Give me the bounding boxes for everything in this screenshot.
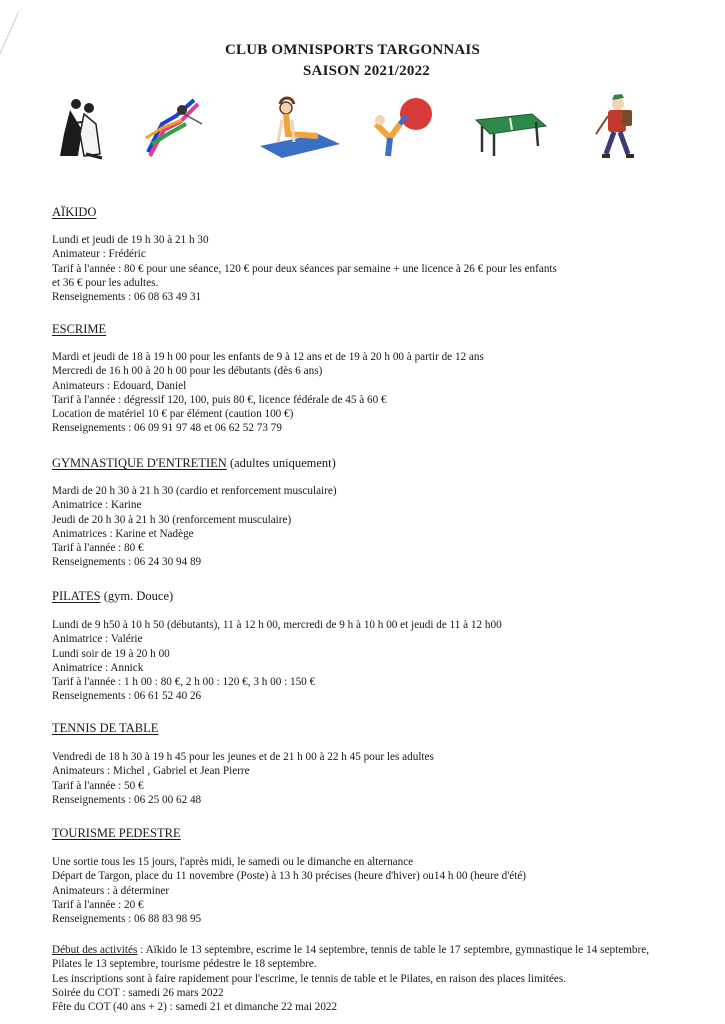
gym-line-contact: Renseignements : 06 24 30 94 89: [52, 556, 202, 569]
pilates-line-evening: Lundi soir de 19 à 20 h 00: [52, 647, 170, 660]
activities-start-label: Début des activités: [52, 944, 138, 956]
aikido-line-price: Tarif à l'année : 80 € pour une séance, 120 € pour deux séances par semaine + une licence à 26 € pour les enfants: [52, 262, 557, 275]
registration-note: Les inscriptions sont à faire rapidement pour l'escrime, le tennis de table et le Pilates, en raison des places limitées.: [52, 972, 566, 985]
tennis-heading: TENNIS DE TABLE: [52, 721, 159, 735]
gym-details: [52, 484, 652, 570]
pilates-line-contact: Renseignements : 06 61 52 40 26: [52, 690, 202, 703]
pilates-heading-suffix: (gym. Douce): [100, 589, 174, 603]
gym-heading: GYMNASTIQUE D'ENTRETIEN: [52, 456, 227, 470]
gym-line-instructor1: Animatrice : Karine: [52, 499, 142, 512]
soiree-date: Soirée du COT : samedi 26 mars 2022: [52, 986, 224, 999]
activities-start-text: : Aïkido le 13 septembre, escrime le 14 septembre, tennis de table le 17 septembre, gymnastique le 14 septembre, Pilates le 13 septembre, tourisme pédestre le 18 septembre.: [52, 944, 649, 971]
pilates-line-schedule: Lundi de 9 h50 à 10 h 50 (débutants), 11 à 12 h 00, mercredi de 9 h à 10 h 00 et jeudi de 11 à 12 h00: [52, 619, 502, 631]
tennis-line-instructors: Animateurs : Michel , Gabriel et Jean Pierre: [52, 765, 250, 778]
tourisme-line-price: Tarif à l'année : 20 €: [52, 898, 144, 911]
aikido-details: [52, 233, 652, 304]
aikido-heading: AÏKIDO: [52, 205, 97, 219]
gym-line-tuesday: Mardi de 20 h 30 à 21 h 30 (cardio et renforcement musculaire): [52, 485, 337, 497]
aikido-line-contact: Renseignements : 06 08 63 49 31: [52, 291, 202, 304]
section-title-aikido: [52, 205, 96, 220]
tennis-line-schedule: Vendredi de 18 h 30 à 19 h 45 pour les jeunes et de 21 h 00 à 22 h 45 pour les adultes: [52, 751, 434, 763]
escrime-heading: ESCRIME: [52, 322, 107, 336]
escrime-details: [52, 350, 652, 436]
section-title-tennis: [52, 721, 158, 736]
escrime-line-beginners: Mercredi de 16 h 00 à 20 h 00 pour les débutants (dès 6 ans): [52, 365, 323, 378]
fete-date: Fête du COT (40 ans + 2) : samedi 21 et dimanche 22 mai 2022: [52, 1001, 338, 1014]
aikido-icon: [56, 94, 106, 160]
escrime-line-rental: Location de matériel 10 € par élément (caution 100 €): [52, 408, 294, 421]
gymnastics-icon: [258, 94, 342, 160]
pilates-line-price: Tarif à l'année : 1 h 00 : 80 €, 2 h 00 : 120 €, 3 h 00 : 150 €: [52, 676, 316, 689]
tourisme-line-contact: Renseignements : 06 88 83 98 95: [52, 913, 202, 926]
escrime-line-instructors: Animateurs : Edouard, Daniel: [52, 379, 187, 392]
pilates-ball-icon: [370, 94, 436, 160]
tourisme-details: [52, 855, 652, 926]
tourisme-line-departure: Départ de Targon, place du 11 novembre (Poste) à 13 h 30 précises (heure d'hiver) ou14 h 00 (heure d'été): [52, 870, 526, 883]
pilates-details: [52, 618, 652, 704]
tourisme-line-frequency: Une sortie tous les 15 jours, l'après midi, le samedi ou le dimanche en alternance: [52, 856, 414, 868]
aikido-line-instructor: Animateur : Frédéric: [52, 248, 146, 261]
aikido-line-price-cont: et 36 € pour les adultes.: [52, 276, 159, 289]
tennis-line-price: Tarif à l'année : 50 €: [52, 779, 144, 792]
gym-line-thursday: Jeudi de 20 h 30 à 21 h 30 (renforcement musculaire): [52, 513, 292, 526]
tourisme-line-instructors: Animateurs : à déterminer: [52, 884, 170, 897]
page-title: CLUB OMNISPORTS TARGONNAIS: [225, 42, 480, 58]
section-title-gym: [52, 456, 336, 471]
activities-start: [52, 943, 649, 972]
tennis-details: [52, 750, 652, 807]
gym-heading-suffix: (adultes uniquement): [226, 456, 336, 470]
gym-line-instructor2: Animatrices : Karine et Nadège: [52, 527, 194, 540]
pilates-heading: PILATES: [52, 589, 101, 603]
footer-info: [52, 943, 649, 1014]
escrime-line-schedule: Mardi et jeudi de 18 à 19 h 00 pour les enfants de 9 à 12 ans et de 19 à 20 h 00 à partir de 12 ans: [52, 351, 484, 363]
season-title: SAISON 2021/2022: [303, 63, 430, 79]
section-title-tourisme: [52, 826, 181, 841]
gym-line-price: Tarif à l'année : 80 €: [52, 542, 144, 555]
hiker-icon: [588, 94, 650, 160]
fencing-icon: [142, 94, 204, 160]
aikido-line-schedule: Lundi et jeudi de 19 h 30 à 21 h 30: [52, 234, 209, 246]
tennis-line-contact: Renseignements : 06 25 00 62 48: [52, 793, 202, 806]
section-title-pilates: [52, 589, 173, 604]
table-tennis-icon: [472, 94, 548, 160]
pilates-line-instructor1: Animatrice : Valérie: [52, 633, 143, 646]
section-title-escrime: [52, 322, 106, 337]
sports-illustrations: [48, 94, 658, 164]
pilates-line-instructor2: Animatrice : Annick: [52, 661, 144, 674]
escrime-line-price: Tarif à l'année : dégressif 120, 100, puis 80 €, licence fédérale de 45 à 60 €: [52, 393, 387, 406]
tourisme-heading: TOURISME PEDESTRE: [52, 826, 181, 840]
escrime-line-contact: Renseignements : 06 09 91 97 48 et 06 62 52 73 79: [52, 422, 282, 435]
